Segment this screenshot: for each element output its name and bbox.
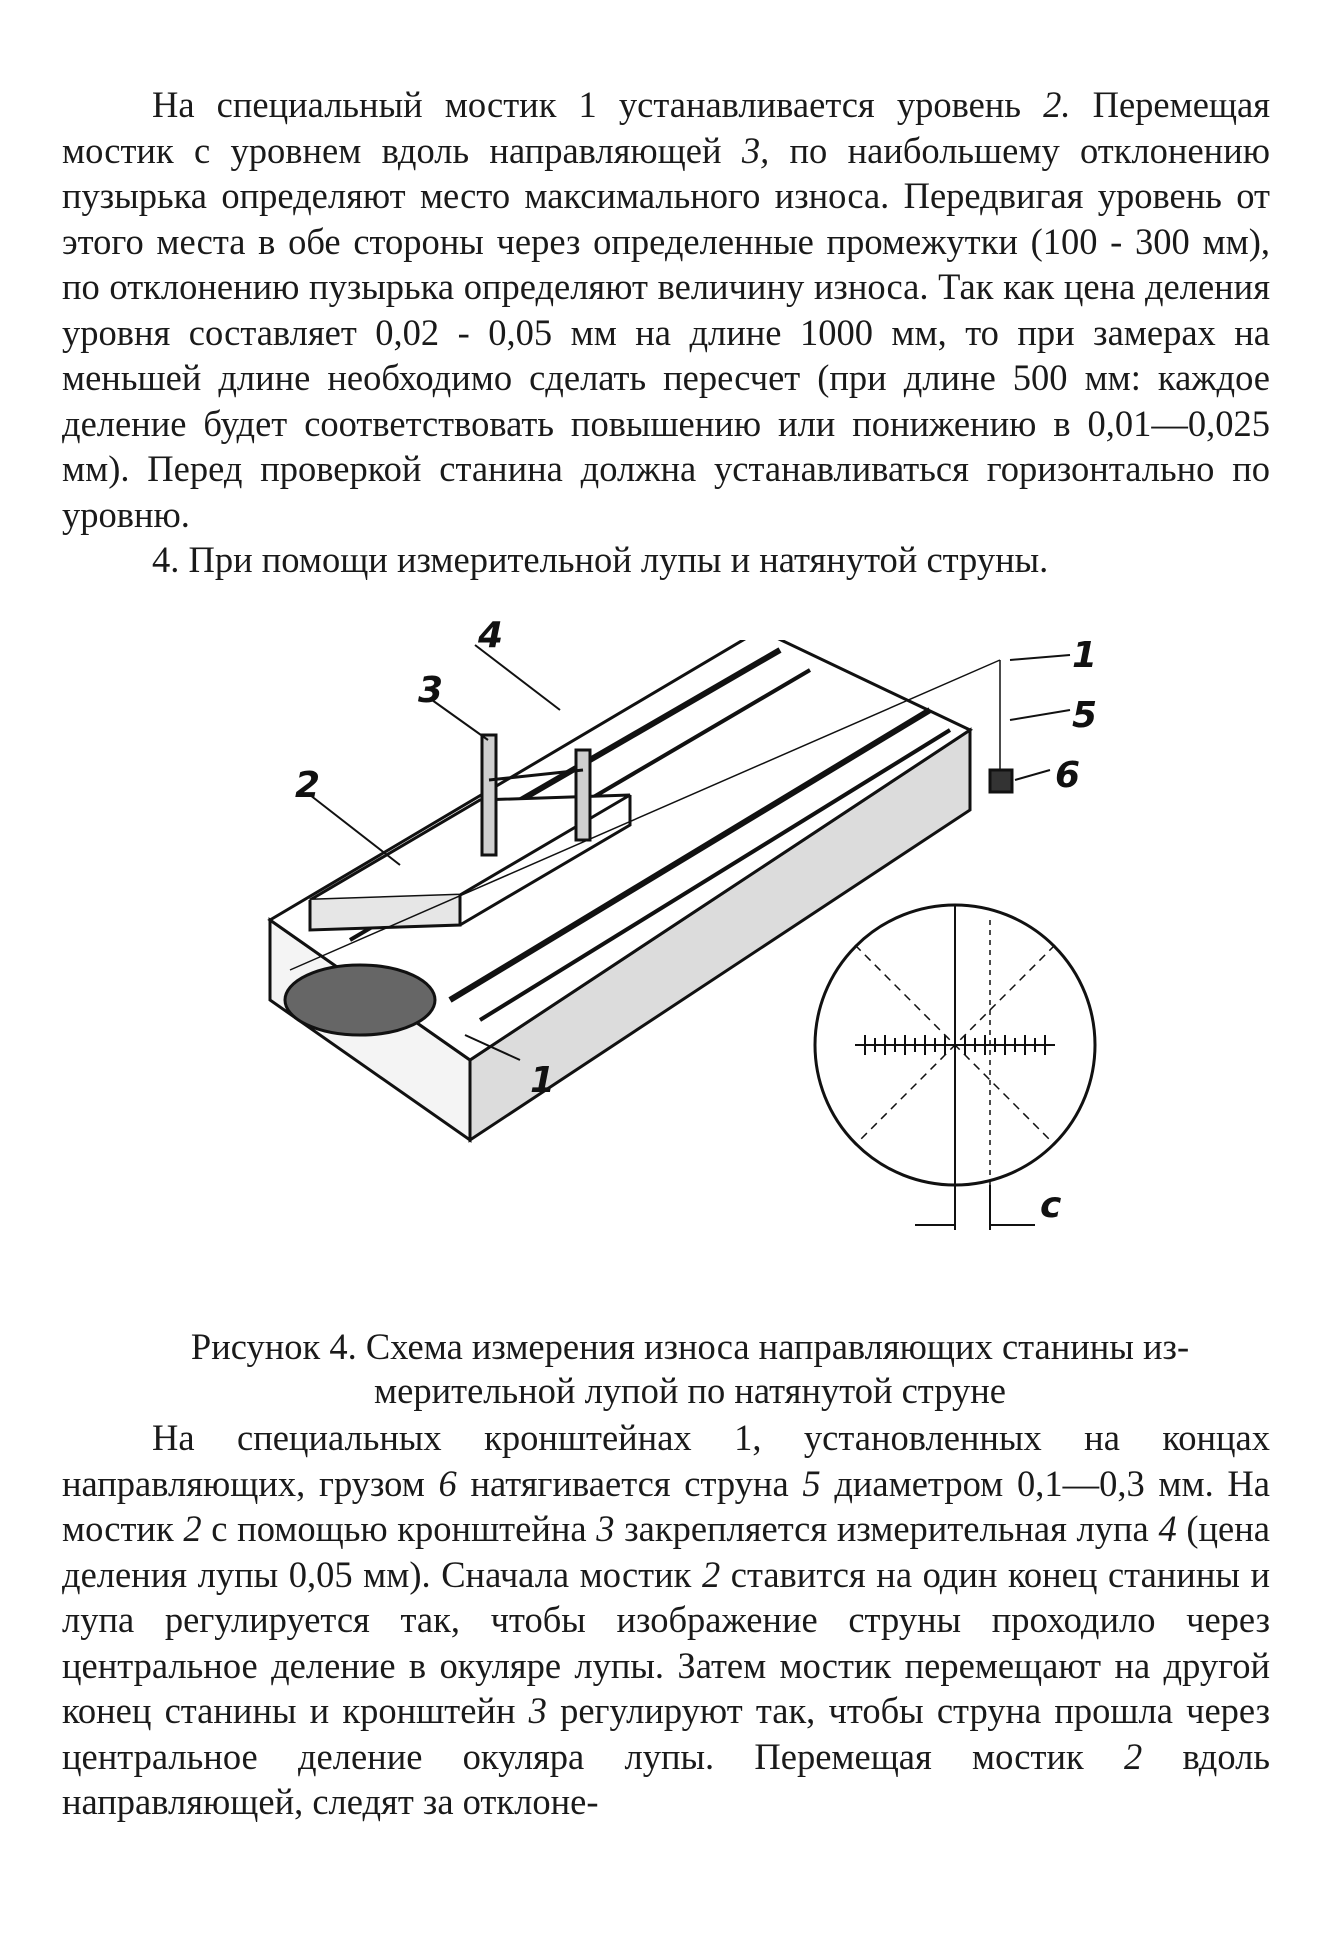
paragraph-string-method: [62, 1415, 1270, 1825]
text-run: Перемещая мостик с уровнем вдоль направляющей: [62, 84, 1270, 171]
loupe-4: [576, 750, 590, 840]
bed-cavity: [285, 965, 435, 1035]
text-run: регулируют так, чтобы струна прошла через центральное деление окуляра лупы. Перемещая мостик: [62, 1690, 1270, 1777]
text-run: вдоль направляющей, следят за отклоне-: [62, 1735, 1270, 1822]
label-5: 5: [1072, 695, 1098, 736]
leader-5: [1010, 710, 1070, 720]
leader-1-top: [1010, 655, 1070, 660]
caption-line-2: мерительной лупой по натянутой струне: [374, 1370, 1006, 1411]
caption-line-1: Рисунок 4. Схема измерения износа направляющих станины из-: [190, 1326, 1190, 1367]
ref-number: 3: [596, 1508, 615, 1549]
text-run: закрепляется измерительная лупа: [614, 1508, 1159, 1549]
weight-6: [990, 770, 1012, 792]
ref-number: 5: [802, 1462, 821, 1504]
label-1-top: 1: [1072, 635, 1098, 676]
ref-number: 3,: [741, 129, 770, 171]
text-run: ставится на один конец станины и лупа регулируется так, чтобы изображение струны проходило через центральное деление в окуляре лупы. Затем мостик перемещают на другой конец станины и кронштейн: [62, 1553, 1270, 1731]
text-run: На специальный мостик 1 устанавливается уровень: [152, 84, 1044, 125]
text-run: диаметром 0,1—0,3 мм. На мостик: [62, 1462, 1270, 1549]
ref-number: 2: [701, 1553, 721, 1595]
text-run: по наибольшему отклонению пузырька определяют место максимального износа. Передвигая уровень от этого места в обе стороны через определенные промежутки (100 - 300 мм), по отклонению пузырька определяют величину износа. Так как цена деления уровня составляет 0,02 - 0,05 мм на длине 1000 мм, то при замерах на меньшей длине необходимо сделать пересчет (при длине 500 мм: каждое деление будет соответствовать повышению или понижению в 0,01—0,025 мм). Перед проверкой станина должна устанавливаться горизонтально по уровню.: [62, 129, 1270, 535]
figure-caption: [100, 1325, 1280, 1413]
ref-number: 2.: [1043, 84, 1071, 125]
label-1-bottom: 1: [530, 1060, 556, 1101]
label-3: 3: [418, 670, 444, 711]
leader-6: [1015, 770, 1050, 780]
ref-number: 2: [1123, 1735, 1143, 1777]
bracket-3: [482, 735, 496, 855]
label-4: 4: [478, 615, 504, 656]
ref-number: 4: [1158, 1508, 1177, 1549]
paragraph-level-method: [62, 82, 1270, 537]
text-run: (цена деления лупы 0,05 мм). Сначала мостик: [62, 1508, 1270, 1595]
ref-number: 6: [438, 1462, 457, 1504]
label-2: 2: [295, 765, 321, 806]
dimension-ext: [955, 1185, 990, 1230]
ref-number: 3: [528, 1690, 547, 1731]
bed-measurement-drawing: [250, 640, 1120, 1280]
text-run: На специальных кронштейнах 1, установленных на концах направляющих, грузом: [62, 1417, 1270, 1504]
label-6: 6: [1055, 755, 1081, 796]
label-c: c: [1040, 1185, 1062, 1226]
paragraph-item-4: 4. При помощи измерительной лупы и натянутой струны.: [152, 539, 1049, 580]
figure-4: [250, 615, 1120, 1280]
text-run: натягивается струна: [456, 1462, 803, 1504]
leader-2: [310, 795, 400, 865]
bridge-front: [310, 895, 460, 930]
text-run: с помощью кронштейна: [201, 1508, 597, 1549]
ref-number: 2: [183, 1508, 202, 1549]
